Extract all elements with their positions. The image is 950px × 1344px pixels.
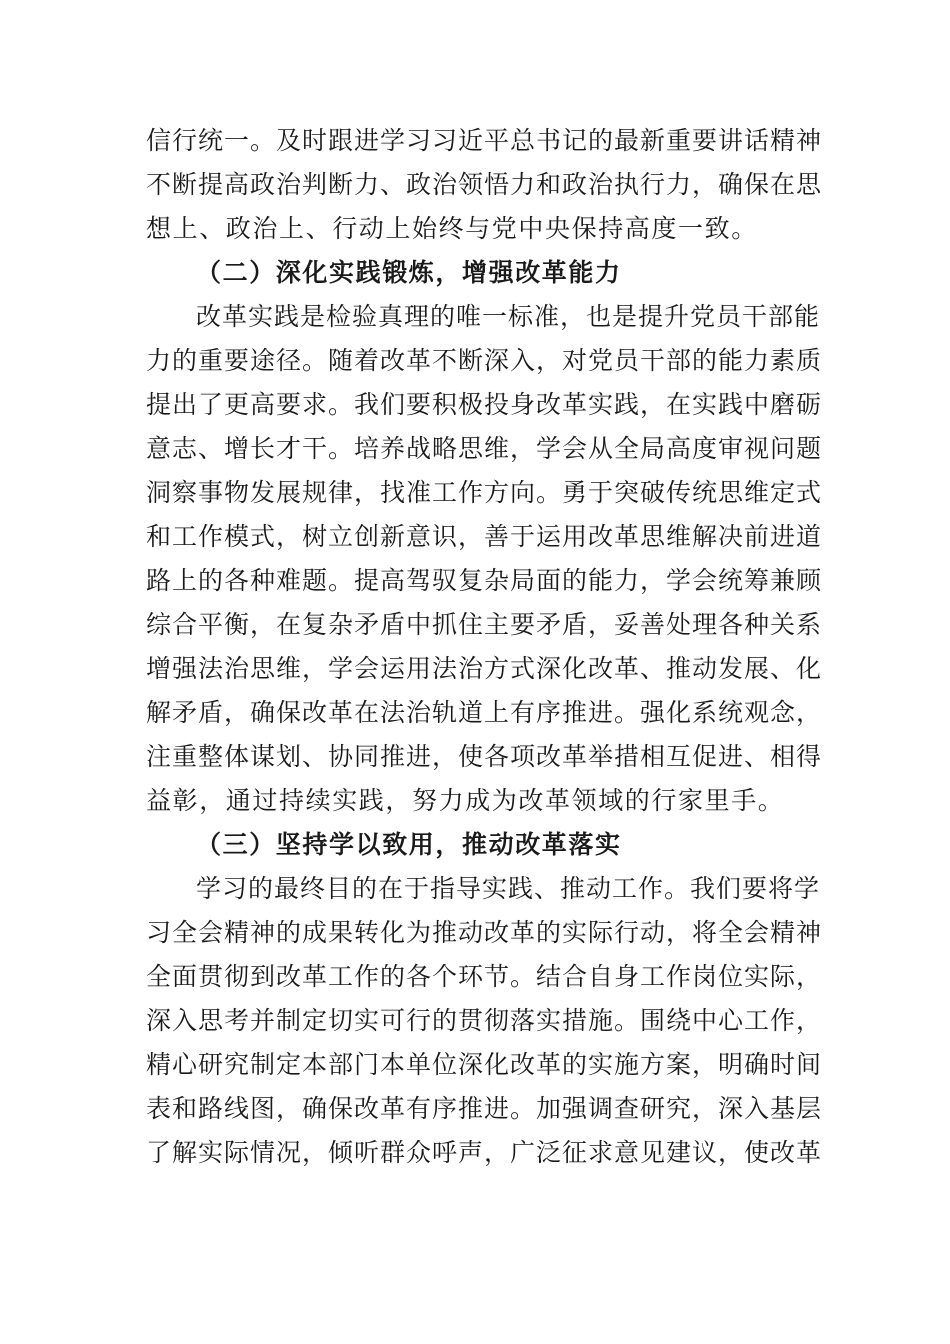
paragraph-2-line-2: 力的重要途径。随着改革不断深入，对党员干部的能力素质 (146, 346, 823, 375)
paragraph-1-line-3: 想上、政治上、行动上始终与党中央保持高度一致。 (146, 214, 758, 243)
paragraph-3-line-7: 了解实际情况，倾听群众呼声，广泛征求意见建议，使改革 (146, 1138, 823, 1167)
paragraph-2-line-12: 益彰，通过持续实践，努力成为改革领域的行家里手。 (146, 786, 785, 815)
paragraph-3-line-2: 习全会精神的成果转化为推动改革的实际行动，将全会精神 (146, 918, 823, 947)
paragraph-1-line-1: 信行统一。及时跟进学习习近平总书记的最新重要讲话精神 (146, 126, 823, 155)
paragraph-2-line-5: 洞察事物发展规律，找准工作方向。勇于突破传统思维定式 (146, 478, 823, 507)
paragraph-2-line-10: 解矛盾，确保改革在法治轨道上有序推进。强化系统观念， (146, 698, 823, 727)
paragraph-2-line-9: 增强法治思维，学会运用法治方式深化改革、推动发展、化 (146, 654, 823, 683)
paragraph-3-line-3: 全面贯彻到改革工作的各个环节。结合自身工作岗位实际， (146, 962, 823, 991)
paragraph-2-line-1: 改革实践是检验真理的唯一标准，也是提升党员干部能 (196, 302, 821, 331)
paragraph-2-line-7: 路上的各种难题。提高驾驭复杂局面的能力，学会统筹兼顾 (146, 566, 823, 595)
paragraph-2-line-11: 注重整体谋划、协同推进，使各项改革举措相互促进、相得 (146, 742, 823, 771)
paragraph-2-line-6: 和工作模式，树立创新意识，善于运用改革思维解决前进道 (146, 522, 823, 551)
paragraph-3-line-1: 学习的最终目的在于指导实践、推动工作。我们要将学 (196, 874, 821, 903)
section-heading-2: （二）深化实践锻炼，增强改革能力 (196, 258, 622, 287)
section-heading-3: （三）坚持学以致用，推动改革落实 (196, 830, 622, 859)
paragraph-3-line-4: 深入思考并制定切实可行的贯彻落实措施。围绕中心工作， (146, 1006, 823, 1035)
paragraph-3-line-5: 精心研究制定本部门本单位深化改革的实施方案，明确时间 (146, 1050, 823, 1079)
paragraph-2-line-3: 提出了更高要求。我们要积极投身改革实践，在实践中磨砺 (146, 390, 823, 419)
paragraph-2-line-4: 意志、增长才干。培养战略思维，学会从全局高度审视问题 (146, 434, 823, 463)
paragraph-1-line-2: 不断提高政治判断力、政治领悟力和政治执行力，确保在思 (146, 170, 823, 199)
paragraph-2-line-8: 综合平衡，在复杂矛盾中抓住主要矛盾，妥善处理各种关系 (146, 610, 823, 639)
paragraph-3-line-6: 表和路线图，确保改革有序推进。加强调查研究，深入基层 (146, 1094, 823, 1123)
